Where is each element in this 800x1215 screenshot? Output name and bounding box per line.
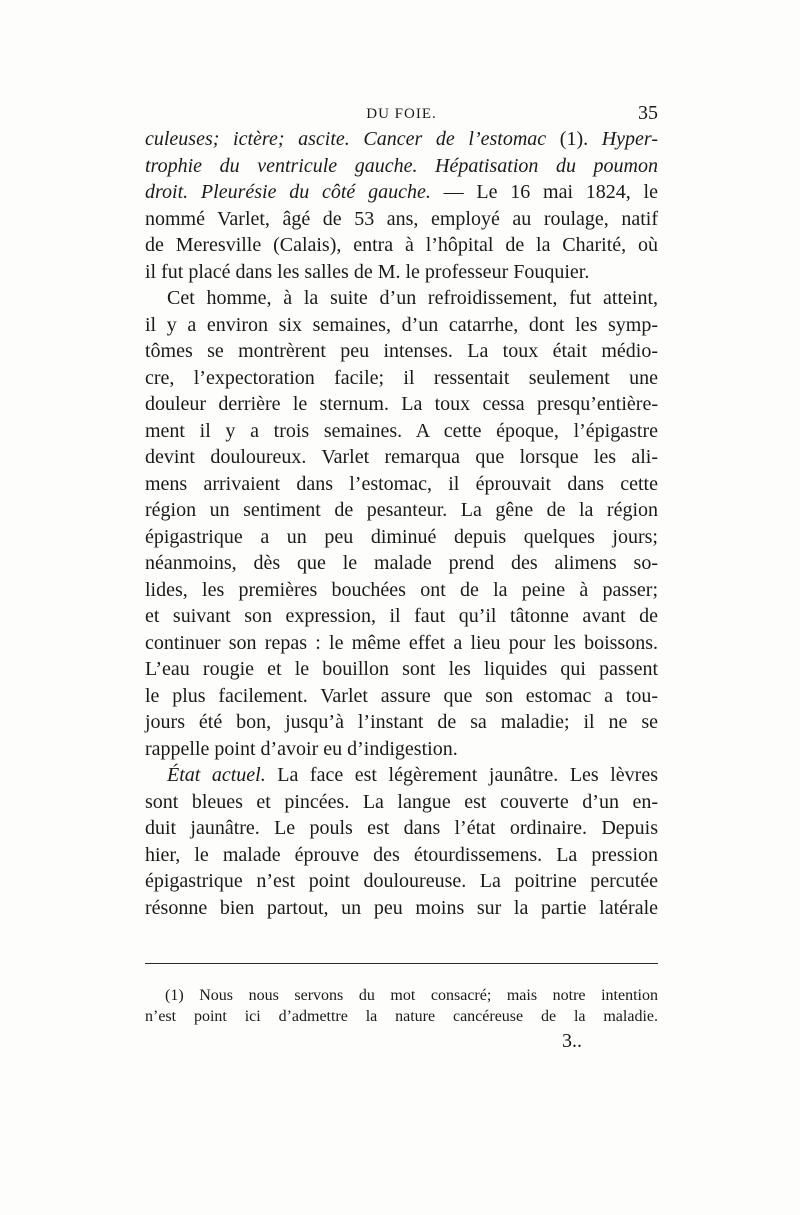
text-line <box>145 391 658 418</box>
text-line <box>145 842 658 869</box>
text-segment: Cet homme, à la suite d’un refroidissement, fut atteint, <box>167 287 658 309</box>
text-segment: mens arrivaient dans l’estomac, il éprouvait dans cette <box>145 472 658 495</box>
text-line <box>145 868 658 895</box>
text-segment: L’eau rougie et le bouillon sont les liquides qui passent <box>145 658 658 680</box>
text-line <box>145 418 658 445</box>
text-segment: La face est légèrement jaunâtre. Les lèvres <box>265 764 658 786</box>
body-text <box>145 126 658 921</box>
running-head <box>145 102 658 126</box>
text-line <box>145 338 658 365</box>
text-segment: (1). <box>546 128 602 150</box>
italic-segment: droit. Pleurésie du côté gauche. <box>145 181 431 203</box>
text-segment: duit jaunâtre. Le pouls est dans l’état ordinaire. Depuis <box>145 817 658 839</box>
text-segment: épigastrique a un peu diminué depuis quelques jours; <box>145 525 658 548</box>
text-line <box>145 577 658 604</box>
text-line <box>145 895 658 922</box>
text-line <box>145 365 658 392</box>
text-segment: continuer son repas : le même effet a lieu pour les boissons. <box>145 631 658 654</box>
text-segment: lides, les premières bouchées ont de la peine à passer; <box>145 578 658 601</box>
text-segment: — Le 16 mai 1824, le <box>430 181 658 203</box>
text-line <box>145 550 658 577</box>
text-line <box>145 736 658 763</box>
footnote-line: (1) Nous nous servons du mot consacré; mais notre intention <box>165 987 658 1004</box>
text-line <box>145 285 658 312</box>
text-line <box>145 762 658 789</box>
page-number: 35 <box>638 102 658 124</box>
text-segment: nommé Varlet, âgé de 53 ans, employé au roulage, natif <box>145 207 658 230</box>
text-line <box>145 815 658 842</box>
text-line <box>145 179 658 206</box>
text-segment: ment il y a trois semaines. A cette époque, l’épigastre <box>145 419 658 442</box>
text-segment: néanmoins, dès que le malade prend des alimens so- <box>145 552 658 574</box>
text-segment: de Meresville (Calais), entra à l’hôpital de la Charité, où <box>145 234 658 256</box>
footnote-rule <box>145 963 658 964</box>
footnote <box>145 985 658 1027</box>
text-line <box>145 206 658 233</box>
text-segment: hier, le malade éprouve des étourdissemens. La pression <box>145 843 658 866</box>
text-line <box>145 603 658 630</box>
italic-segment: Hyper- <box>601 128 658 150</box>
text-line <box>145 683 658 710</box>
text-line <box>145 471 658 498</box>
text-line <box>145 232 658 259</box>
text-line <box>145 259 658 286</box>
text-line <box>145 709 658 736</box>
text-segment: le plus facilement. Varlet assure que son estomac a tou- <box>145 684 658 707</box>
text-line <box>145 126 658 153</box>
text-line <box>145 656 658 683</box>
italic-segment: trophie du ventricule gauche. Hépatisation du poumon <box>145 154 658 177</box>
text-segment: jours été bon, jusqu’à l’instant de sa maladie; il ne se <box>145 711 658 733</box>
text-line <box>145 630 658 657</box>
text-segment: région un sentiment de pesanteur. La gêne de la région <box>145 499 658 521</box>
text-line <box>145 444 658 471</box>
text-line <box>145 789 658 816</box>
text-segment: sont bleues et pincées. La langue est couverte d’un en- <box>145 790 658 813</box>
text-segment: et suivant son expression, il faut qu’il tâtonne avant de <box>145 605 658 627</box>
text-line <box>145 497 658 524</box>
text-segment: rappelle point d’avoir eu d’indigestion. <box>145 737 458 760</box>
text-segment: épigastrique n’est point douloureuse. La poitrine percutée <box>145 870 658 892</box>
text-segment: cre, l’expectoration facile; il ressentait seulement une <box>145 366 658 389</box>
text-line <box>145 312 658 339</box>
text-segment: résonne bien partout, un peu moins sur la partie latérale <box>145 896 658 919</box>
running-title: DU FOIE. <box>366 106 437 122</box>
footnote-line: n’est point ici d’admettre la nature cancéreuse de la maladie. <box>145 1008 658 1025</box>
text-segment: il fut placé dans les salles de M. le professeur Fouquier. <box>145 260 590 283</box>
italic-segment: culeuses; ictère; ascite. Cancer de l’estomac <box>145 128 547 150</box>
signature-mark: 3.. <box>562 1030 582 1052</box>
text-line <box>145 153 658 180</box>
text-segment: douleur derrière le sternum. La toux cessa presqu’entière- <box>145 393 658 415</box>
italic-segment: État actuel. <box>167 764 266 786</box>
text-segment: tômes se montrèrent peu intenses. La toux était médio- <box>145 340 658 362</box>
text-segment: devint douloureux. Varlet remarqua que lorsque les ali- <box>145 446 658 468</box>
text-line <box>145 524 658 551</box>
text-segment: il y a environ six semaines, d’un catarrhe, dont les symp- <box>145 313 658 336</box>
